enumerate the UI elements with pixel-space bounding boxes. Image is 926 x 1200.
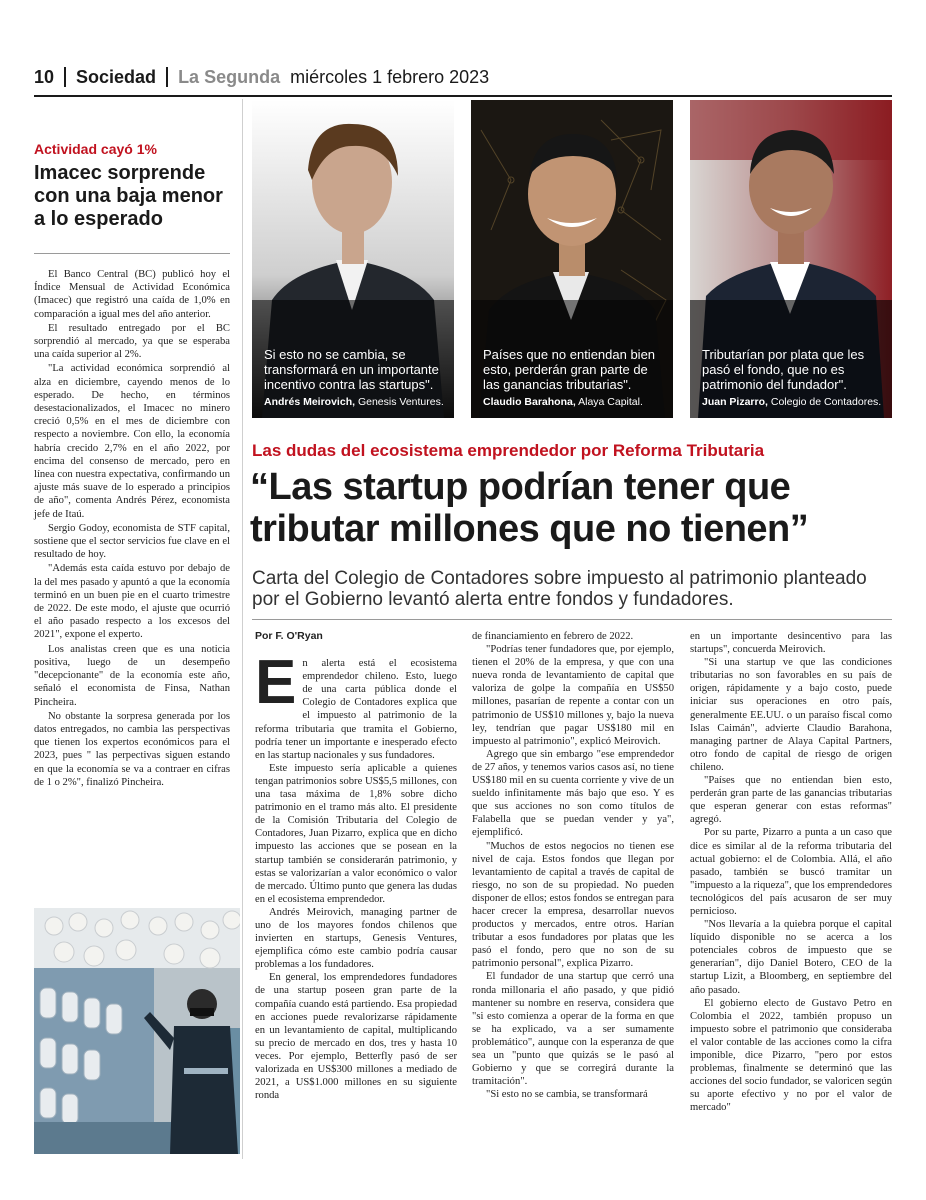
sidebar-paragraph: El resultado entregado por el BC sorprendió al mercado, ya que se esperaba una caída superior al 2%. [34,322,230,361]
header-rule [34,95,892,97]
header-separator [166,67,168,87]
article-paragraph: Este impuesto sería aplicable a quienes tengan patrimonios sobre US$5,5 millones, con una tasa máxima de 1,8% sobre dicho patrimonio en el tramo más alto. El presidente de la Comisión Tributaria del Colegio de Contadores, Juan Pizarro, explica que en dicho impuesto las acciones que se posean en la startup también se considerarán patrimonio, y estas se valorizarían a valor económico o valor de mercado. Último punto que genera las dudas en el ecosistema emprendedor. [255,762,457,905]
sidebar-kicker: Actividad cayó 1% [34,141,157,157]
sidebar-paragraph: No obstante la sorpresa generada por los datos entregados, no cambia las perspectivas que tienen los expertos económicos para el 2023, pues " las perpectivas siguen estando en que la economía se va a contraer en cifras de 1 o 2%", finalizó Pincheira. [34,710,230,788]
publication-date: miércoles 1 febrero 2023 [290,66,490,87]
article-paragraph: En general, los emprendedores fundadores de una startup poseen gran parte de la compañía cuando está partiendo. Esa propiedad en acciones puede revalorizarse rápidamente en un levantamiento de capital, multiplicando su precio de mercado en dos, tres y hasta 10 veces. Por ejemplo, Betterfly pasó de ser valorizada en US$300 millones a mediado de 2021, a US$1.000 millones en su siguiente ronda [255,972,457,1102]
quote-attribution [483,396,663,409]
article-paragraph: "Países que no entiendan bien esto, perderán gran parte de las ganancias tributarias que esperan generar con estas reformas" agregó. [690,775,892,826]
article-paragraph: El gobierno electo de Gustavo Petro en Colombia el 2022, también propuso un impuesto sobre el patrimonio que consideraba el valor contable de las acciones como la cifra imponible, dice Pizarro, "pero por estos problemas, finalmente se determinó que las acciones del socio fundador, se valoricen según su aporte efectivo y no por el valor de mercado" [690,997,892,1114]
quote-name: Andrés Meirovich, [264,396,356,408]
subtitle-rule [252,619,892,620]
sidebar-story [34,140,230,790]
sidebar-paragraph: "Además esta caída estuvo por debajo de la del mes pasado y apuntó a que la economía terminó en un buen pie en el cuarto trimestre de 2022. De este modo, el ajuste que ocurrió el año pasado respecto a los excesos del 2021", expone el experto. [34,563,230,641]
quote-name: Juan Pizarro, [702,396,768,408]
article-paragraph: Agrego que sin embargo "ese emprendedor de 27 años, y tenemos varios casos así, no tiene US$180 mil en su cuenta corriente y vive de un sueldo infinitamente más bajo que eso. Y es que sus acciones no son como títulos de Falabella que se puedan vender y ya", ejemplificó. [472,748,674,839]
quote-text: Países que no entiendan bien esto, perderán gran parte de las ganancias tributarias". [483,347,656,392]
sidebar-rule [34,253,230,254]
article-paragraph [255,648,457,762]
portrait-barahona [471,100,673,418]
newspaper-name: La Segunda [178,66,281,87]
article-subtitle: Carta del Colegio de Contadores sobre impuesto al patrimonio planteado por el Gobierno levantó alerta entre fondos y fundadores. [252,568,867,610]
article-paragraph: de financiamiento en febrero de 2022. [472,631,634,642]
article-paragraph: "Si una startup ve que las condiciones tributarias no son favorables en su país de origen, rápidamente y a bajo costo, puede iniciar sus operaciones en otro país, generalmente EE.UU. o un paraíso fiscal como Islas Caimán", advierte Claudio Barahona, managing partner de Alaya Capital Partners, otro fondo de capital de riesgo de origen chileno. [690,657,892,773]
article-paragraph: Por su parte, Pizarro a punta a un caso que dice es similar al de la reforma tributaria del actual gobierno: el de Colombia. Allá, el año pasado, también se buscó tramitar un "impuesto a la riqueza", que los emprendedores tecnológicos del país acusaron de ser muy pernicioso. [690,827,892,917]
article-kicker: Las dudas del ecosistema emprendedor por Reforma Tributaria [252,441,765,460]
quote-attribution [702,396,882,409]
article-paragraph: "Muchos de estos negocios no tienen ese nivel de caja. Estos fondos que llegan por levantamiento de capital a través de capital de riesgo, no son de su propiedad. No pueden disponer de ellos; estos fondos se entregan para hacer crecer la empresa, desarrollar nuevos productos y mercados, entre otros. Harían tributar a esos fundadores por platas que les pasó el fondo, pero que no son de su patrimonio personal", explica Pizarro. [472,840,674,970]
article-paragraph: Andrés Meirovich, managing partner de uno de los mayores fondos chilenos que invierten en startups, Genesis Ventures, ejemplifica cómo este cambio podría causar problemas a los fundadores. [255,906,457,971]
quote-name: Claudio Barahona, [483,396,576,408]
byline: Por F. O'Ryan [255,630,323,642]
article-title: “Las startup podrían tener que tributar millones que no tienen” [250,466,809,550]
quote-affiliation: Colegio de Contadores. [770,396,882,408]
page-number: 10 [34,66,55,87]
header-separator [64,67,66,87]
sidebar-paragraph: Los analistas creen que es una noticia positiva, luego de un desempeño "decepcionante" de la economía este año, señaló el economista de Finsa, Nathan Pincheira. [34,643,230,708]
sidebar-paragraph: "La actividad económica sorprendió al alza en diciembre, cayendo menos de lo esperado. De hecho, en términos desestacionalizados, el Imacec no minero creció 0,5% en el mes de diciembre con respecto a noviembre. Con ello, la economía habría crecido 2,7% en el año 2022, por encima del consenso de mercado, pero en línea con nuestra expectativa, confirmando un ajuste más suave de lo esperado a principios de año", comenta Andrés Pérez, economista jefe de Itaú. [34,363,230,520]
quote-caption [471,347,673,418]
quote-caption [252,347,454,418]
section-name: Sociedad [76,66,157,87]
factory-worker-photo [34,908,240,1154]
article-paragraph: en un importante desincentivo para las startups", concuerda Meirovich. [690,631,892,656]
quote-text: Tributarían por plata que les pasó el fondo, que no es patrimonio del fundador". [702,347,865,392]
article-paragraph: El fundador de una startup que cerró una ronda millonaria el año pasado, y que pidió mantener su nombre en reserva, considera que "si esto comienza a operar de la forma en que se ha explicado, va a ser sumamente problemático", aunque con la esperanza de que sea un "punto que quizás se le pasó al Gobierno y que se corregirá durante la tramitación". [472,971,674,1088]
sidebar-paragraph: Sergio Godoy, economista de STF capital, sostiene que el sector servicios fue clave en el resultado de hoy. [34,522,230,561]
page-header [34,62,892,92]
article-paragraph: "Podrías tener fundadores que, por ejemplo, tienen el 20% de la empresa, y que con una nueva ronda de levantamiento de capital que valoriza de golpe la compañía en US$50 millones, pasarían de repente a contar con un patrimonio de US$10 millones y, bajo la nueva ley, tendrían que pagar US$180 mil en impuesto al patrimonio", explicó Meirovich. [472,644,674,747]
article-paragraph: "Si esto no se cambia, se transformará [486,1089,648,1101]
column-divider [242,99,243,1159]
quote-affiliation: Genesis Ventures. [357,396,444,408]
sidebar-title: Imacec sorprende con una baja menor a lo esperado [34,162,223,230]
article-lead-text: n alerta está el ecosistema emprendedor chileno. Esto, luego de una carta pública donde el Colegio de Contadores explica que el impuesto al patrimonio de la reforma tributaria que tramita el Gobierno, podría tener un importante e inesperado efecto en las startup nacionales y sus fundadores. [255,658,457,761]
quote-attribution [264,396,444,409]
article-paragraph: "Nos llevaría a la quiebra porque el capital líquido disponible no se acerca a los potenciales cobros de impuesto que se generarían", dijo Daniel Botero, CEO de la startup Lizit, a Bloomberg, en septiembre del año pasado. [690,919,892,996]
sidebar-paragraph: El Banco Central (BC) publicó hoy el Índice Mensual de Actividad Económica (Imacec) que registró una caída de 1,0% en comparación a igual mes del año anterior. [34,269,230,320]
article-column-2 [472,630,674,1101]
quote-text: Si esto no se cambia, se transformará en un importante incentivo contra las startups". [264,347,439,392]
portrait-pizarro [690,100,892,418]
portrait-meirovich [252,100,454,418]
article-column-3 [690,630,892,1114]
sidebar-body [34,268,230,789]
quote-affiliation: Alaya Capital. [578,396,643,408]
article-column-1 [255,630,457,1102]
drop-cap: E [255,648,297,718]
quote-caption [690,347,892,418]
